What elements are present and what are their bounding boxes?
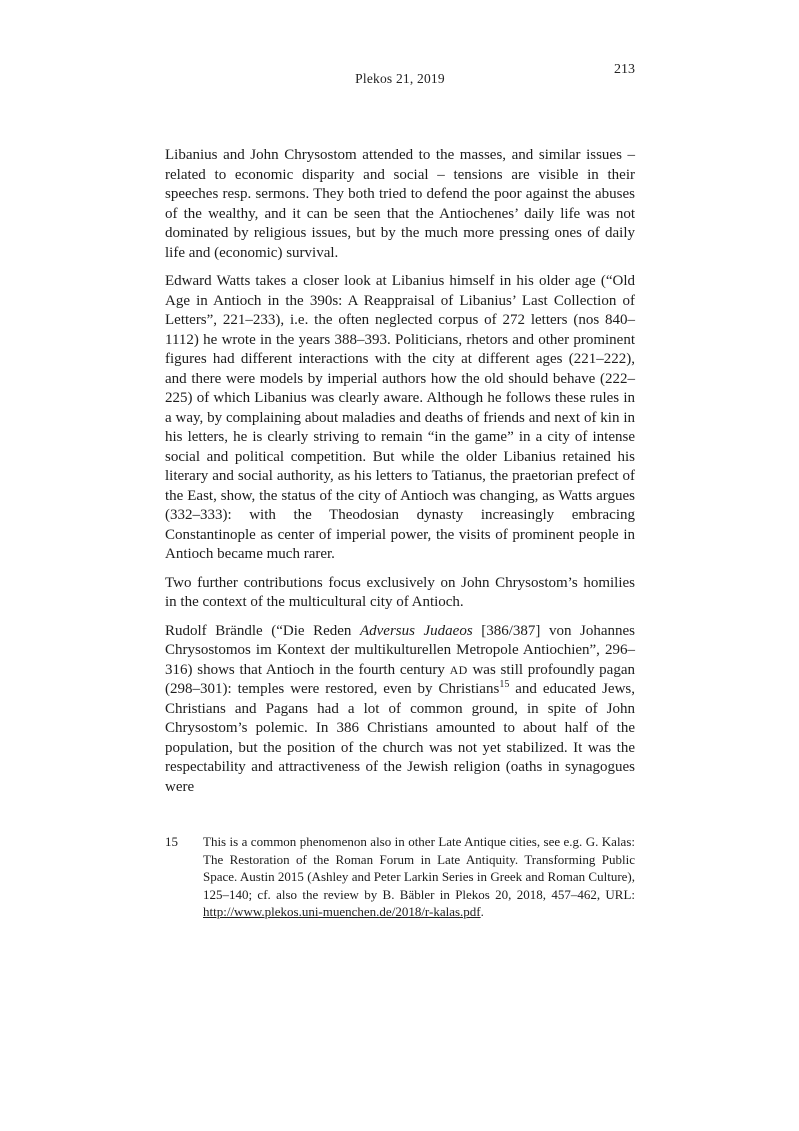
footnote-number: 15 <box>165 834 178 849</box>
page-number: 213 <box>614 62 635 77</box>
smallcaps-ad: AD <box>449 662 468 677</box>
paragraph-4 <box>165 622 635 798</box>
footnote-text <box>203 833 635 921</box>
text-segment: Rudolf Brändle (“Die Reden <box>165 622 360 639</box>
paragraph-2: Edward Watts takes a closer look at Libanius himself in his older age (“Old Age in Antioch in the 390s: A Reappraisal of Libanius’ Last Collection of Letters”, 221–233), i.e. the often neglected corpus of 272 letters (nos 840–1112) he wrote in the years 388–393. Politicians, rhetors and other prominent figures had different interactions with the city at different ages (221–222), and there were models by imperial authors how the old should behave (222–225) of which Libanius was clearly aware. Although he follows these rules in a way, by complaining about maladies and deaths of friends and next of kin in his letters, he is clearly striving to remain “in the game” in a city of intense social and political competition. But while the older Libanius retained his literary and social authority, as his letters to Tatianus, the praetorian prefect of the East, show, the status of the city of Antioch was changing, as Watts argues (332–333): with the Theodosian dynasty increasingly embracing Constantinople as center of imperial power, the visits of prominent people in Antioch became much rarer. <box>165 273 635 562</box>
paragraph-3: Two further contributions focus exclusively on John Chrysostom’s homilies in the context of the multicultural city of Antioch. <box>165 574 635 610</box>
footnote-text-segment: This is a common phenomenon also in other Late Antique cities, see e.g. G. Kalas: The Restoration of the Roman Forum in Late Antiquity. Transforming Public Space. Austin 2015 (Ashley and Peter Larkin Series in Greek and Roman Culture), 125–140; cf. also the review by B. Bäbler in Plekos 20, 2018, 457–462, URL: <box>203 834 635 902</box>
text-segment: and educated Jews, Christians and Pagans had a lot of common ground, in spite of John Chrysostom’s polemic. In 386 Christians amounted to about half of the population, but the position of the church was not yet stabilized. It was the respectability and attractiveness of the Jewish religion (oaths in synagogues were <box>165 681 636 795</box>
footnote-reference-15: 15 <box>499 679 510 690</box>
page-body <box>165 146 635 921</box>
text-segment: was still profoundly pagan (298–301): temples were restored, even by Christians <box>165 661 636 697</box>
footnote-url-link[interactable]: http://www.plekos.uni-muenchen.de/2018/r-kalas.pdf <box>203 904 481 919</box>
footnote-text-period: . <box>480 904 484 919</box>
text-segment: [386/387] von Johannes Chrysostomos im Kontext der multikulturellen Metropole Antiochien”, 296–316) shows that Antioch in the fourth century <box>165 622 635 678</box>
running-header: Plekos 21, 2019 <box>355 71 445 86</box>
italic-work-title: Adversus Judaeos <box>359 622 473 639</box>
footnote-15 <box>165 833 635 921</box>
paragraph-1: Libanius and John Chrysostom attended to the masses, and similar issues – related to economic disparity and social – tensions are visible in their speeches resp. sermons. They both tried to defend the poor against the abuses of the wealthy, and it can be seen that the Antiochenes’ daily life was not dominated by religious issues, but by the much more pressing ones of daily life and (economic) survival. <box>165 147 635 261</box>
